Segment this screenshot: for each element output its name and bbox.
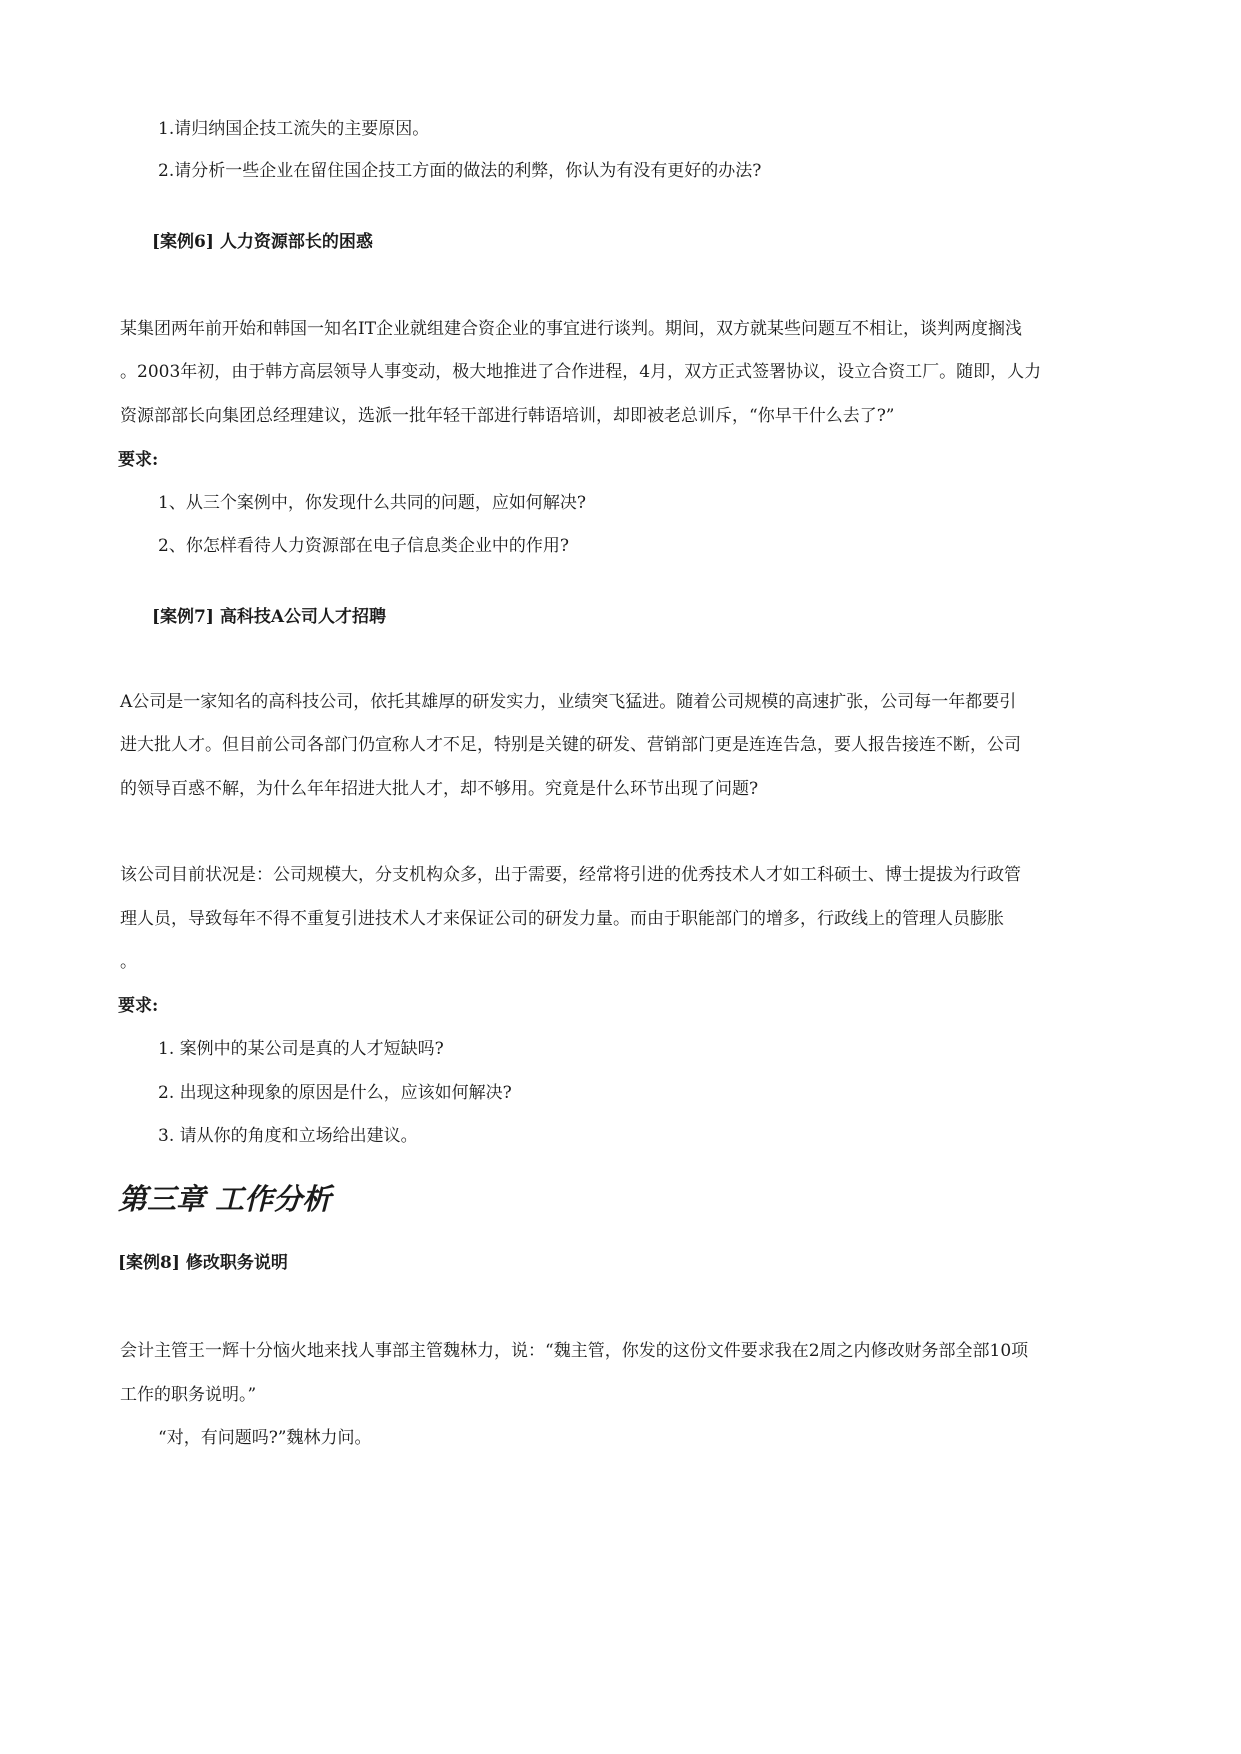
case7-requirement-3: 3. 请从你的角度和立场给出建议。 (158, 1126, 418, 1146)
case6-paragraph-line-3: 资源部部长向集团总经理建议，选派一批年轻干部进行韩语培训，却即被老总训斥，“你早干什么去了?” (120, 406, 895, 426)
case6-requirement-1: 1、从三个案例中，你发现什么共同的问题，应如何解决? (158, 493, 586, 513)
case7-requirement-2: 2. 出现这种现象的原因是什么，应该如何解决? (158, 1083, 512, 1103)
case6-requirements-label: 要求: (118, 450, 159, 470)
case7-requirements-label: 要求: (118, 996, 159, 1016)
case8-title: [案例8] 修改职务说明 (118, 1253, 288, 1273)
case7-paragraph-line-3: 的领导百惑不解，为什么年年招进大批人才，却不够用。究竟是什么环节出现了问题? (120, 779, 759, 799)
case6-paragraph-line-2: 。2003年初，由于韩方高层领导人事变动，极大地推进了合作进程，4月，双方正式签署协议，设立合资工厂。随即，人力 (120, 362, 1042, 382)
case6-requirement-2: 2、你怎样看待人力资源部在电子信息类企业中的作用? (158, 536, 569, 556)
case7-status-line-2: 理人员，导致每年不得不重复引进技术人才来保证公司的研发力量。而由于职能部门的增多，行政线上的管理人员膨胀 (120, 909, 1004, 929)
case6-paragraph-line-1: 某集团两年前开始和韩国一知名IT企业就组建合资企业的事宜进行谈判。期间，双方就某些问题互不相让，谈判两度搁浅 (120, 319, 1023, 339)
case6-title: [案例6] 人力资源部长的困惑 (152, 232, 373, 252)
case7-paragraph-line-1: A公司是一家知名的高科技公司，依托其雄厚的研发实力，业绩突飞猛进。随着公司规模的高速扩张，公司每一年都要引 (120, 692, 1017, 712)
question-1: 1.请归纳国企技工流失的主要原因。 (158, 119, 430, 139)
case7-requirement-1: 1. 案例中的某公司是真的人才短缺吗? (158, 1039, 444, 1059)
case7-status-line-1: 该公司目前状况是：公司规模大，分支机构众多，出于需要，经常将引进的优秀技术人才如工科硕士、博士提拔为行政管 (120, 865, 1021, 885)
case8-paragraph-line-1: 会计主管王一辉十分恼火地来找人事部主管魏林力，说：“魏主管，你发的这份文件要求我在2周之内修改财务部全部10项 (120, 1341, 1029, 1361)
case8-paragraph-line-2: 工作的职务说明。” (120, 1385, 257, 1405)
chapter-title: 第三章 工作分析 (118, 1182, 332, 1216)
question-2: 2.请分析一些企业在留住国企技工方面的做法的利弊，你认为有没有更好的办法? (158, 161, 762, 181)
case7-paragraph-line-2: 进大批人才。但目前公司各部门仍宣称人才不足，特别是关键的研发、营销部门更是连连告急，要人报告接连不断，公司 (120, 735, 1021, 755)
case8-paragraph-line-3: “对，有问题吗?”魏林力问。 (158, 1428, 372, 1448)
case7-title: [案例7] 高科技A公司人才招聘 (152, 607, 387, 627)
case7-status-line-3: 。 (120, 952, 137, 972)
